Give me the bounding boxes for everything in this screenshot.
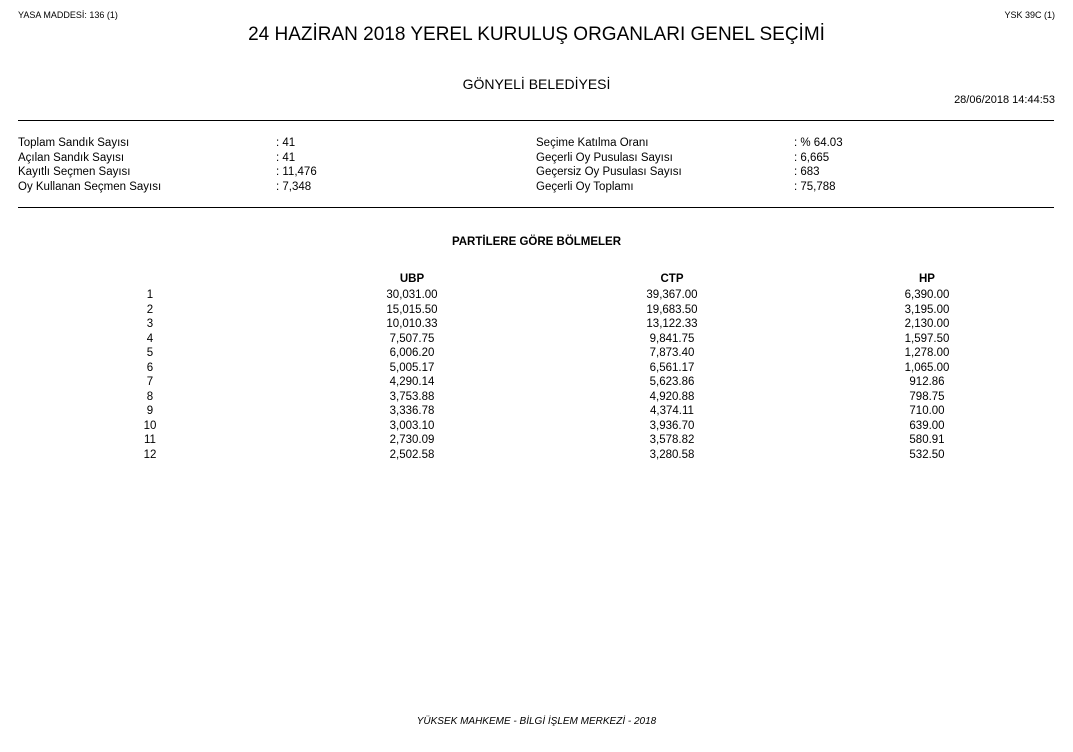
table-row — [18, 361, 1052, 376]
ctp-cell: 3,578.82 — [649, 434, 695, 446]
stat-row — [536, 151, 1036, 166]
stat-row — [536, 136, 1036, 151]
ctp-cell: 6,561.17 — [649, 361, 695, 374]
results-table — [18, 271, 1052, 462]
table-row — [18, 390, 1052, 405]
ctp-cell: 7,873.40 — [649, 347, 695, 359]
rank-cell: 9 — [146, 405, 154, 417]
table-header-row — [18, 271, 1052, 288]
ubp-cell: 6,006.20 — [389, 347, 435, 359]
stat-value: : 6,665 — [794, 151, 830, 164]
municipality-title: GÖNYELİ BELEDİYESİ — [462, 76, 611, 92]
hp-cell: 580.91 — [909, 434, 945, 446]
stats-right-block — [536, 136, 1036, 194]
table-row — [18, 346, 1052, 361]
ubp-cell: 10,010.33 — [386, 318, 438, 330]
column-header-ubp: UBP — [399, 273, 425, 286]
ctp-cell: 5,623.86 — [649, 376, 695, 388]
ctp-cell: 19,683.50 — [646, 303, 698, 316]
report-datetime: 28/06/2018 14:44:53 — [954, 94, 1055, 106]
hp-cell: 1,278.00 — [904, 347, 950, 359]
table-row — [18, 303, 1052, 318]
form-code-label: YSK 39C (1) — [1004, 10, 1055, 20]
hp-cell: 639.00 — [909, 419, 945, 432]
table-row — [18, 404, 1052, 419]
bottom-divider — [18, 207, 1054, 208]
ctp-cell: 9,841.75 — [649, 332, 695, 345]
top-divider — [18, 120, 1054, 121]
ubp-cell: 7,507.75 — [389, 332, 435, 345]
ubp-cell: 30,031.00 — [386, 289, 438, 301]
ctp-cell: 4,374.11 — [650, 405, 694, 417]
rank-cell: 3 — [146, 318, 154, 330]
ubp-cell: 2,502.58 — [389, 448, 435, 461]
stat-value: : 11,476 — [276, 166, 317, 178]
stat-value: : 41 — [276, 151, 296, 164]
ubp-cell: 3,753.88 — [389, 390, 435, 403]
hp-cell: 3,195.00 — [904, 303, 950, 316]
rank-cell: 11 — [144, 434, 156, 446]
ubp-cell: 3,003.10 — [389, 419, 435, 432]
stat-label: Geçerli Oy Toplamı — [536, 180, 634, 193]
rank-cell: 8 — [146, 390, 154, 403]
footer-text: YÜKSEK MAHKEME - BİLGİ İŞLEM MERKEZİ - 2018 — [416, 716, 657, 727]
rank-cell: 2 — [146, 303, 154, 316]
table-row — [18, 448, 1052, 463]
stat-row — [18, 151, 468, 166]
ctp-cell: 3,280.58 — [649, 448, 695, 461]
table-row — [18, 419, 1052, 434]
ubp-cell: 4,290.14 — [389, 376, 435, 388]
hp-cell: 1,597.50 — [904, 332, 950, 345]
ubp-cell: 15,015.50 — [386, 303, 438, 316]
stat-label: Oy Kullanan Seçmen Sayısı — [18, 180, 162, 193]
law-article-label: YASA MADDESİ: 136 (1) — [18, 10, 118, 20]
column-header-hp: HP — [919, 273, 935, 286]
column-header-ctp: CTP — [660, 273, 684, 286]
stat-value: : 683 — [794, 166, 820, 178]
column-header-rank — [18, 271, 282, 288]
rank-cell: 12 — [143, 448, 157, 461]
ubp-cell: 2,730.09 — [389, 434, 435, 446]
page-title: 24 HAZİRAN 2018 YEREL KURULUŞ ORGANLARI GENEL SEÇİMİ — [248, 24, 825, 45]
stat-label: Geçerli Oy Pusulası Sayısı — [536, 151, 673, 164]
stat-label: Toplam Sandık Sayısı — [18, 137, 130, 149]
rank-cell: 4 — [146, 332, 154, 345]
rank-cell: 10 — [143, 419, 157, 432]
table-row — [18, 375, 1052, 390]
stat-row — [536, 180, 1036, 195]
results-table-body — [18, 288, 1052, 462]
stat-row — [18, 180, 468, 195]
ctp-cell: 3,936.70 — [649, 419, 695, 432]
ubp-cell: 5,005.17 — [389, 361, 435, 374]
hp-cell: 2,130.00 — [904, 318, 950, 330]
stat-row — [536, 165, 1036, 180]
stat-row — [18, 165, 468, 180]
ubp-cell: 3,336.78 — [389, 405, 435, 417]
stat-value: : 7,348 — [276, 180, 312, 193]
ctp-cell: 39,367.00 — [646, 289, 698, 301]
hp-cell: 798.75 — [909, 390, 945, 403]
stat-value: : 41 — [276, 137, 296, 149]
section-title: PARTİLERE GÖRE BÖLMELER — [451, 236, 622, 248]
hp-cell: 710.00 — [909, 405, 945, 417]
rank-cell: 7 — [146, 376, 154, 388]
hp-cell: 912.86 — [909, 376, 945, 388]
hp-cell: 1,065.00 — [904, 361, 950, 374]
hp-cell: 6,390.00 — [904, 289, 950, 301]
stat-value: : 75,788 — [794, 180, 836, 193]
table-row — [18, 332, 1052, 347]
table-row — [18, 433, 1052, 448]
rank-cell: 6 — [146, 361, 154, 374]
stat-value: : % 64.03 — [794, 137, 843, 149]
stat-label: Geçersiz Oy Pusulası Sayısı — [536, 166, 682, 178]
hp-cell: 532.50 — [909, 448, 945, 461]
stats-left-block — [18, 136, 468, 194]
rank-cell: 1 — [146, 289, 154, 301]
table-row — [18, 317, 1052, 332]
ctp-cell: 4,920.88 — [649, 390, 695, 403]
ctp-cell: 13,122.33 — [646, 318, 698, 330]
rank-cell: 5 — [146, 347, 154, 359]
stat-label: Kayıtlı Seçmen Sayısı — [18, 166, 131, 178]
stat-label: Açılan Sandık Sayısı — [18, 151, 125, 164]
table-row — [18, 288, 1052, 303]
stat-row — [18, 136, 468, 151]
stat-label: Seçime Katılma Oranı — [536, 137, 649, 149]
